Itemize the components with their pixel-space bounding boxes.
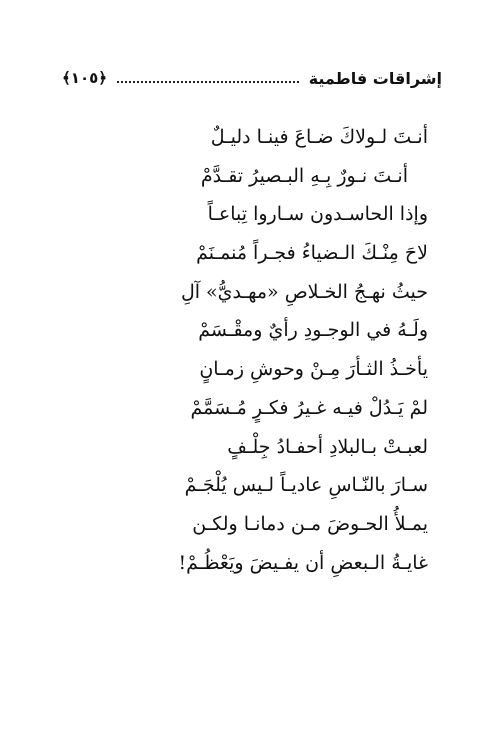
verse-line: ولَـهُ في الوجـودِ رأيٌ ومقْـسَمْ bbox=[198, 319, 428, 342]
page-number: ﴿١٠٥﴾ bbox=[62, 69, 108, 87]
verse-line: غايـةُ الـبعضِ أن يفـيضَ ويَعْظُـمْ! bbox=[178, 551, 428, 574]
verse-line: لاحَ مِنْـكَ الـضياءُ فجـراً مُنمـنَمْ bbox=[196, 242, 428, 265]
verse-line: حيثُ نهـجُ الخـلاصِ «مهـديُّ» آلِ bbox=[180, 280, 428, 303]
book-title: إشراقات فاطمية bbox=[308, 68, 442, 88]
verse-line: أنـتَ لـولاكَ ضـاعَ فينـا دليـلٌ bbox=[210, 126, 428, 148]
running-header bbox=[62, 66, 442, 90]
dotted-leader bbox=[117, 81, 299, 83]
verse-line: لعبـتْ بـالبلادِ أحفـادُ جِلْـفٍ bbox=[227, 435, 428, 458]
verse-line: يمـلأُ الحـوضَ مـن دمانـا ولكـن bbox=[192, 512, 428, 535]
verse-line: وإذا الحاسـدون سـاروا تِباعـاً bbox=[207, 203, 428, 226]
verse-line: لمْ يَـدُلْ فيـه غـيرُ فكـرٍ مُـسَمَّمْ bbox=[190, 396, 428, 419]
verse-line: سـارَ بالنّـاسِ عاديـاً لـيس يُلْجَـمْ bbox=[184, 474, 428, 497]
verse-line: يأخـذُ الثـأرَ مِـنْ وحوشِ زمـانٍ bbox=[199, 358, 428, 381]
verse-line: أنـتَ نـورٌ بِـهِ البـصيرُ تقـدَّمْ bbox=[200, 164, 408, 187]
poem bbox=[60, 118, 428, 582]
